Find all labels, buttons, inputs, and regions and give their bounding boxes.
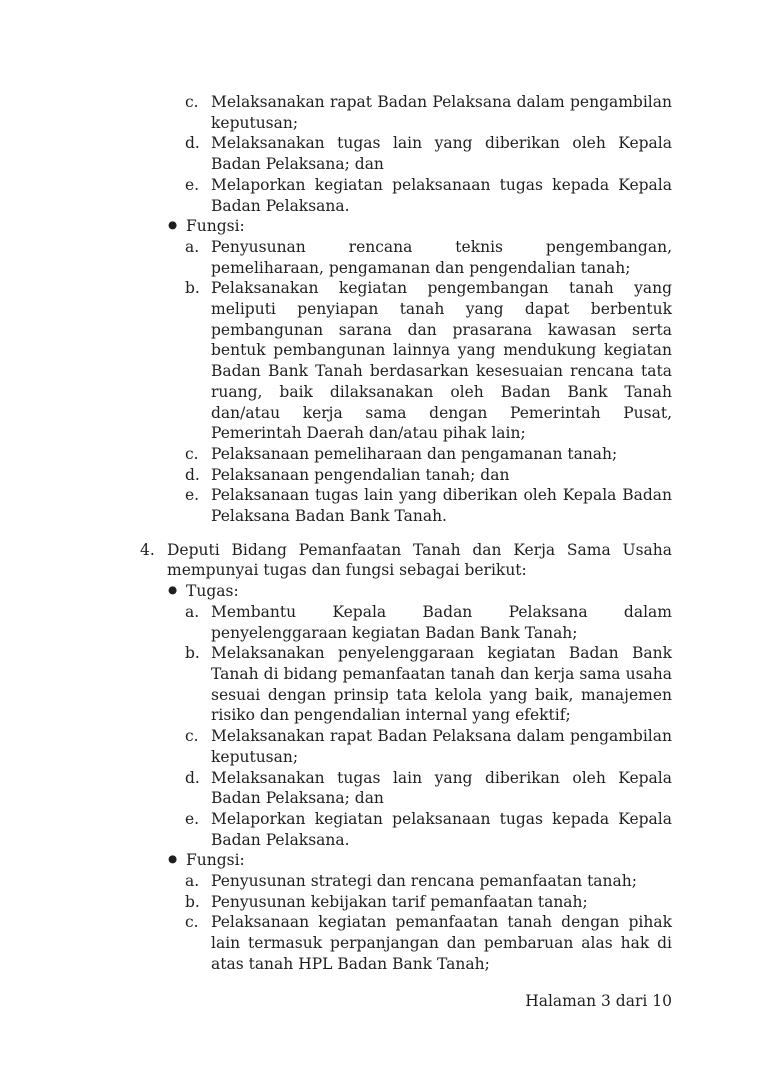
bullet-icon: ● (168, 584, 178, 597)
list-item-text: Melaksanakan rapat Badan Pelaksana dalam pengambilan keputusan; (211, 93, 672, 132)
list-item (140, 465, 672, 486)
list-item-text: Melaksanakan tugas lain yang diberikan oleh Kepala Badan Pelaksana; dan (211, 768, 672, 808)
bullet-icon: ● (168, 853, 178, 866)
list-item-text: Pelaksanaan kegiatan pemanfaatan tanah dengan pihak lain termasuk perpanjangan dan pembaruan alas hak di atas tanah HPL Badan Bank Tanah; (211, 913, 672, 973)
fungsi-list-3 (140, 237, 672, 527)
list-item-text: Melaksanakan tugas lain yang diberikan oleh Kepala Badan Pelaksana; dan (211, 134, 672, 174)
list-item (140, 768, 672, 809)
list-item (140, 444, 672, 465)
list-item (140, 809, 672, 850)
list-item-marker: d. (185, 465, 200, 484)
list-item-marker: c. (185, 444, 199, 463)
list-item (140, 278, 672, 444)
list-item-marker: c. (185, 913, 199, 932)
list-item-text: Melaksanakan rapat Badan Pelaksana dalam pengambilan keputusan; (211, 727, 672, 766)
list-item (140, 871, 672, 892)
list-item (140, 912, 672, 974)
fungsi-list-4 (140, 871, 672, 975)
list-item-text: Penyusunan strategi dan rencana pemanfaatan tanah; (211, 872, 637, 891)
list-item-text: Membantu Kepala Badan Pelaksana dalam penyelenggaraan kegiatan Badan Bank Tanah; (211, 602, 672, 642)
document-body (140, 92, 672, 975)
list-item (140, 485, 672, 526)
list-item-text: Melaporkan kegiatan pelaksanaan tugas kepada Kepala Badan Pelaksana. (211, 175, 672, 215)
list-item-marker: a. (185, 602, 200, 621)
list-item-text: Penyusunan kebijakan tarif pemanfaatan tanah; (211, 892, 588, 911)
list-item-text: Penyusunan rencana teknis pengembangan, pemeliharaan, pengamanan dan pengendalian tanah; (211, 237, 672, 277)
list-item (140, 133, 672, 174)
tugas-list-4 (140, 602, 672, 850)
list-item-text: Pelaksanaan pemeliharaan dan pengamanan tanah; (211, 444, 618, 463)
list-item-marker: e. (185, 809, 200, 828)
bullet-label: Tugas: (186, 582, 239, 601)
fungsi-heading-3 (140, 216, 672, 237)
list-item (140, 92, 672, 133)
list-item-marker: c. (185, 727, 199, 746)
list-item-text: Pelaksanakan kegiatan pengembangan tanah yang meliputi penyiapan tanah yang dapat berbentuk pembangunan sarana dan prasarana kawasan serta bentuk pembangunan lainnya yang mendukung kegiatan Badan Bank Tanah berdasarkan kesesuaian rencana tata ruang, baik dilaksanakan oleh Badan Bank Tanah dan/atau kerja sama dengan Pemerintah Pusat, Pemerintah Daerah dan/atau pihak lain; (211, 279, 672, 443)
list-item-marker: c. (185, 93, 199, 111)
list-item (140, 237, 672, 278)
list-item (140, 602, 672, 643)
item-4 (140, 540, 672, 581)
bullet-label: Fungsi: (186, 217, 245, 236)
list-item-marker: a. (185, 237, 200, 256)
fungsi-heading-4 (140, 850, 672, 871)
tugas-continuation-list (140, 92, 672, 216)
list-item (140, 643, 672, 726)
list-item-marker: e. (185, 486, 200, 505)
list-item (140, 175, 672, 216)
bullet-icon: ● (168, 219, 178, 232)
list-item-marker: b. (185, 279, 200, 298)
list-item-marker: d. (185, 768, 200, 787)
list-item-marker: b. (185, 644, 200, 663)
list-item-marker: e. (185, 175, 200, 194)
list-item-text: Melaksanakan penyelenggaraan kegiatan Badan Bank Tanah di bidang pemanfaatan tanah dan kerja sama usaha sesuai dengan prinsip tata kelola yang baik, manajemen risiko dan pengendalian internal yang efektif; (211, 644, 672, 725)
list-item (140, 892, 672, 913)
list-item (140, 726, 672, 767)
page-number-footer: Halaman 3 dari 10 (525, 992, 672, 1010)
list-item-marker: b. (185, 892, 200, 911)
list-item-text: Pelaksanaan tugas lain yang diberikan oleh Kepala Badan Pelaksana Badan Bank Tanah. (211, 486, 672, 526)
list-item-text: Pelaksanaan pengendalian tanah; dan (211, 465, 510, 484)
bullet-label: Fungsi: (186, 851, 245, 870)
item-heading: Deputi Bidang Pemanfaatan Tanah dan Kerja Sama Usaha mempunyai tugas dan fungsi sebagai berikut: (167, 540, 672, 580)
item-number: 4. (140, 540, 155, 559)
list-item-text: Melaporkan kegiatan pelaksanaan tugas kepada Kepala Badan Pelaksana. (211, 809, 672, 849)
list-item-marker: a. (185, 872, 200, 891)
tugas-heading-4 (140, 581, 672, 602)
list-item-marker: d. (185, 134, 200, 153)
